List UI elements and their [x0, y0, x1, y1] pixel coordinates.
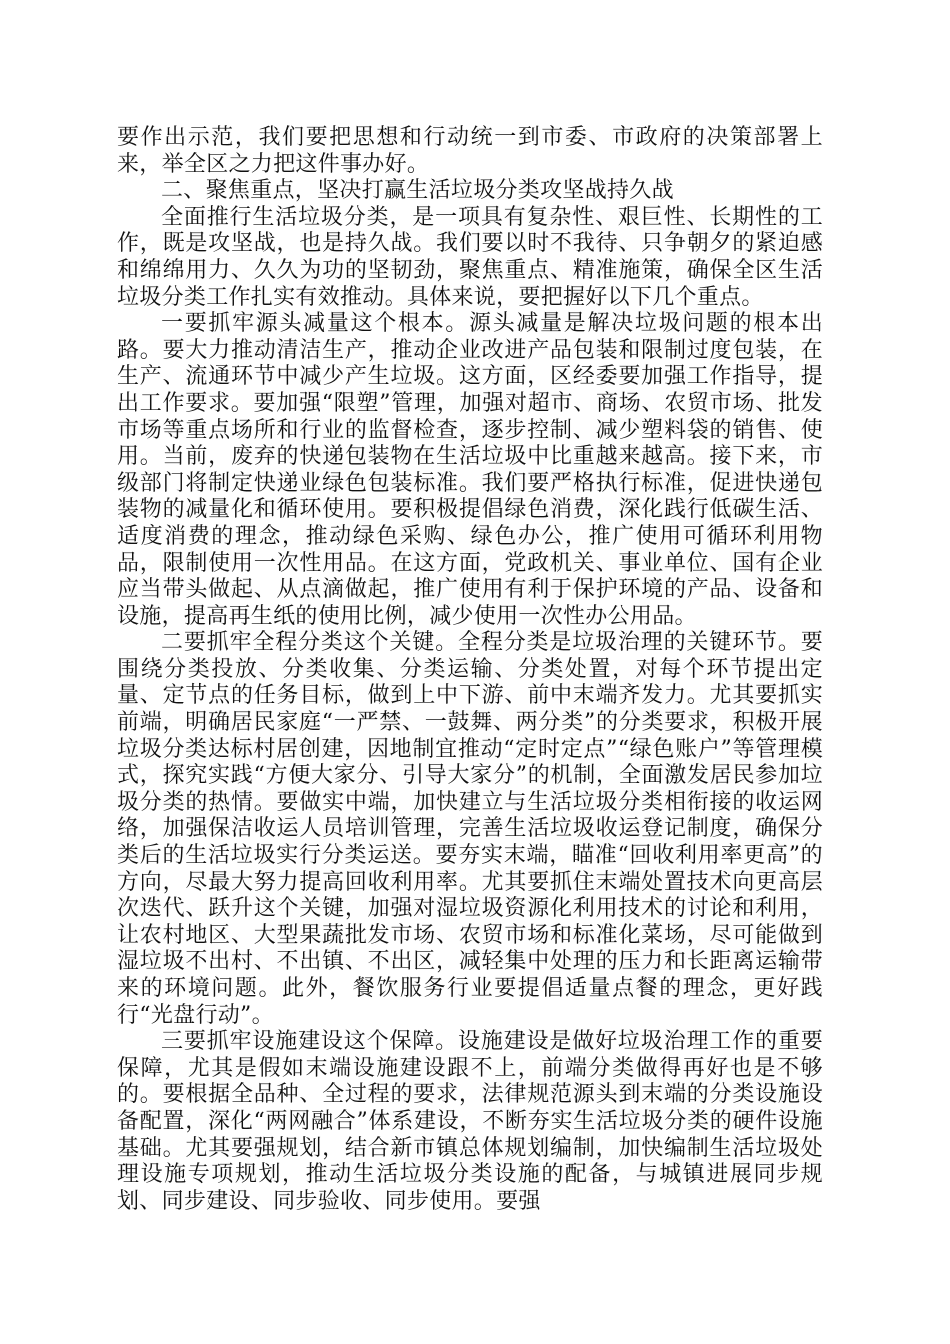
- paragraph-continuation: 要作出示范，我们要把思想和行动统一到市委、市政府的决策部署上来，举全区之力把这件事办好。: [117, 125, 823, 177]
- paragraph-source-reduction: 一要抓牢源头减量这个根本。源头减量是解决垃圾问题的根本出路。要大力推动清洁生产，推动企业改进产品包装和限制过度包装，在生产、流通环节中减少产生垃圾。这方面，区经委要加强工作指导，提出工作要求。要加强“限塑”管理，加强对超市、商场、农贸市场、批发市场等重点场所和行业的监督检查，逐步控制、减少塑料袋的销售、使用。当前，废弃的快递包装物在生活垃圾中比重越来越高。接下来，市级部门将制定快递业绿色包装标准。我们要严格执行标准，促进快递包装物的减量化和循环使用。要积极提倡绿色消费，深化践行低碳生活、适度消费的理念，推动绿色采购、绿色办公，推广使用可循环利用物品，限制使用一次性用品。在这方面，党政机关、事业单位、国有企业应当带头做起、从点滴做起，推广使用有利于保护环境的产品、设备和设施，提高再生纸的使用比例，减少使用一次性办公用品。: [117, 311, 823, 629]
- document-body: [117, 125, 823, 1215]
- paragraph-full-process-sorting: 二要抓牢全程分类这个关键。全程分类是垃圾治理的关键环节。要围绕分类投放、分类收集、分类运输、分类处置，对每个环节提出定量、定节点的任务目标，做到上中下游、前中末端齐发力。尤其要抓实前端，明确居民家庭“一严禁、一鼓舞、两分类”的分类要求，积极开展垃圾分类达标村居创建，因地制宜推动“定时定点”“绿色账户”等管理模式，探究实践“方便大家分、引导大家分”的机制，全面激发居民参加垃圾分类的热情。要做实中端，加快建立与生活垃圾分类相衔接的收运网络，加强保洁收运人员培训管理，完善生活垃圾收运登记制度，确保分类后的生活垃圾实行分类运送。要夯实末端，瞄准“回收利用率更高”的方向，尽最大努力提高回收利用率。尤其要抓住末端处置技术向更高层次迭代、跃升这个关键，加强对湿垃圾资源化利用技术的讨论和利用，让农村地区、大型果蔬批发市场、农贸市场和标准化菜场，尽可能做到湿垃圾不出村、不出镇、不出区，减轻集中处理的压力和长距离运输带来的环境问题。此外，餐饮服务行业要提倡适量点餐的理念，更好践行“光盘行动”。: [117, 630, 823, 1028]
- section-heading: 二、聚焦重点，坚决打赢生活垃圾分类攻坚战持久战: [161, 178, 674, 204]
- paragraph-facility-construction: 三要抓牢设施建设这个保障。设施建设是做好垃圾治理工作的重要保障，尤其是假如末端设施建设跟不上，前端分类做得再好也是不够的。要根据全品种、全过程的要求，法律规范源头到末端的分类设施设备配置，深化“两网融合”体系建设，不断夯实生活垃圾分类的硬件设施基础。尤其要强规划，结合新市镇总体规划编制，加快编制生活垃圾处理设施专项规划，推动生活垃圾分类设施的配备，与城镇进展同步规划、同步建设、同步验收、同步使用。要强: [117, 1029, 823, 1214]
- paragraph-intro: 全面推行生活垃圾分类，是一项具有复杂性、艰巨性、长期性的工作，既是攻坚战，也是持久战。我们要以时不我待、只争朝夕的紧迫感和绵绵用力、久久为功的坚韧劲，聚焦重点、精准施策，确保全区生活垃圾分类工作扎实有效推动。具体来说，要把握好以下几个重点。: [117, 204, 823, 310]
